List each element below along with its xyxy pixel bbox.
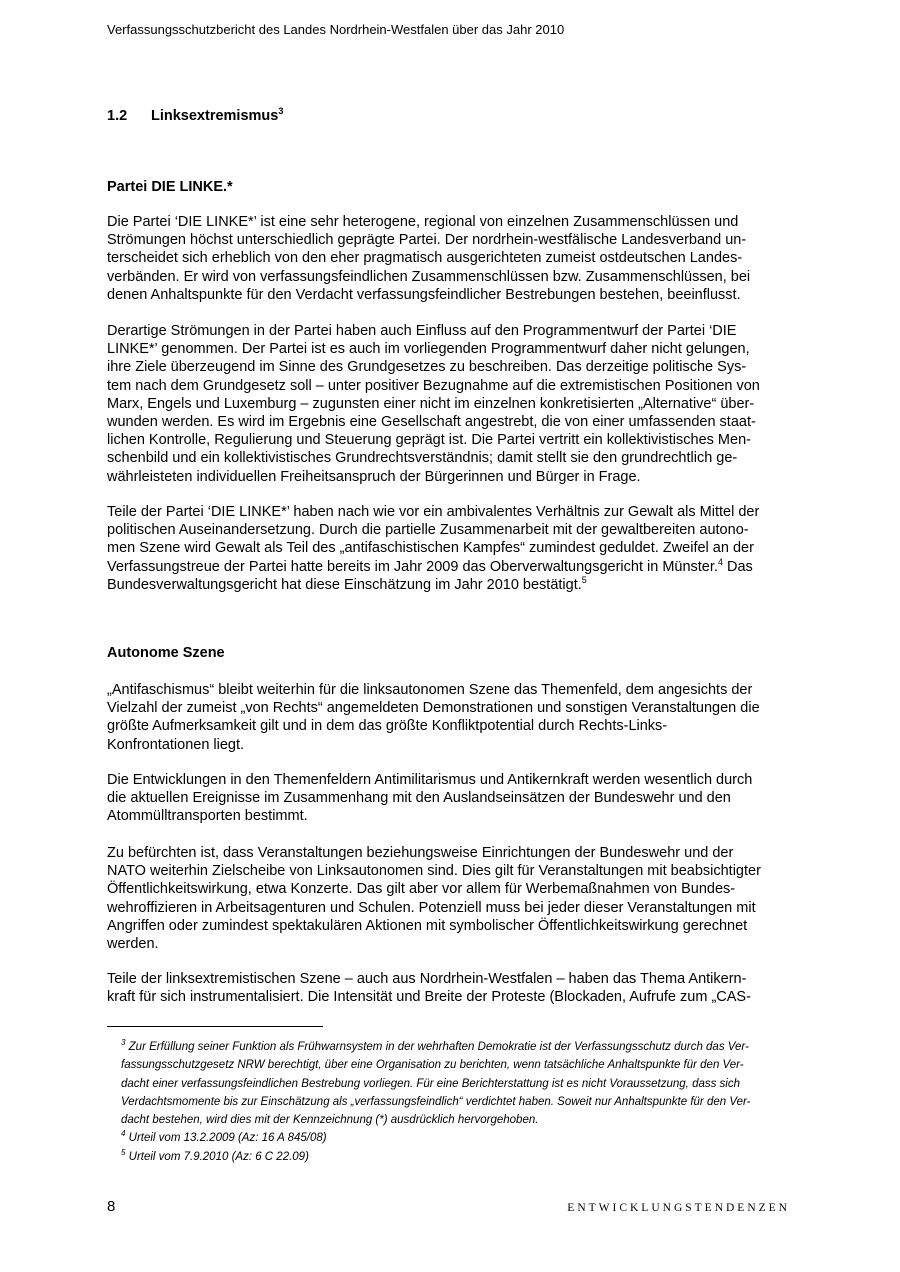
text-line: Atommülltransporten bestimmt. <box>107 808 308 825</box>
text-line <box>107 558 787 576</box>
paragraph <box>107 844 787 953</box>
text-line: kraft für sich instrumentalisiert. Die Intensität und Breite der Proteste (Blockaden, Aufrufe zum „CAS- <box>107 989 751 1006</box>
text-line: größte Aufmerksamkeit gilt und in dem das größte Konfliktpotential durch Rechts-Links- <box>107 718 668 735</box>
footnote-line: Verdachtsmomente bis zur Einschätzung als „verfassungsfeindlich“ verdichtet haben. Soweit nur Anhaltspunkte für den Ver- <box>121 1095 751 1108</box>
section-title: Linksextremismus <box>151 108 279 124</box>
text-line: ihre Ziele überzeugend im Sinne des Grundgesetzes zu beschreiben. Das derzeitige politische Sys- <box>107 359 747 376</box>
paragraph <box>107 970 787 1006</box>
text-line: denen Anhaltspunkte für den Verdacht verfassungsfeindlicher Bestrebungen bestehen, beeinflusst. <box>107 286 741 303</box>
paragraph <box>107 322 787 486</box>
text-line: lichen Kontrolle, Regulierung und Steuerung geprägt ist. Die Partei vertritt ein kollektivistisches Men- <box>107 432 751 449</box>
footnote-line <box>121 1148 791 1166</box>
page-number: 8 <box>107 1198 116 1215</box>
text-line: men Szene wird Gewalt als Teil des „antifaschistischen Kampfes“ zumindest geduldet. Zweifel an der <box>107 540 754 557</box>
subsection-heading: Partei DIE LINKE.* <box>107 179 233 195</box>
text-line: Strömungen höchst unterschiedlich geprägte Partei. Der nordrhein-westfälische Landesverband un- <box>107 232 747 249</box>
chapter-label: ENTWICKLUNGSTENDENZEN <box>567 1202 790 1214</box>
footnote-line: dacht einer verfassungsfeindlichen Bestrebung vorliegen. Für eine Berichterstattung ist es nicht Voraussetzung, dass sich <box>121 1077 741 1090</box>
footnote-ref: 3 <box>278 106 284 117</box>
subsection-heading: Autonome Szene <box>107 645 225 661</box>
text-line: schenbild und ein kollektivistisches Grundrechtsverständnis; damit stellt sie den grundrechtlich ge- <box>107 450 738 467</box>
text-segment: Bundesverwaltungsgericht hat diese Einschätzung im Jahr 2010 bestätigt. <box>107 576 582 593</box>
paragraph <box>107 213 787 304</box>
text-line: Teile der linksextremistischen Szene – auch aus Nordrhein-Westfalen – haben das Thema Antikern- <box>107 971 747 987</box>
footnote-text: Zur Erfüllung seiner Funktion als Frühwarnsystem in der wehrhaften Demokratie ist der Verfassungsschutz durch das Ver- <box>128 1041 749 1053</box>
text-line: Die Entwicklungen in den Themenfeldern Antimilitarismus und Antikernkraft werden wesentlich durch <box>107 772 753 788</box>
running-header: Verfassungsschutzbericht des Landes Nordrhein-Westfalen über das Jahr 2010 <box>107 22 565 37</box>
text-segment: Das <box>722 558 753 575</box>
text-line: Angriffen oder zumindest spektakulären Aktionen mit symbolischer Öffentlichkeitswirkung gerechnet <box>107 917 748 934</box>
text-line: NATO weiterhin Zielscheibe von Linksautonomen sind. Dies gilt für Veranstaltungen mit beabsichtigter <box>107 863 761 880</box>
footnote-divider <box>107 1026 323 1027</box>
text-line: Vielzahl der zumeist „von Rechts“ angemeldeten Demonstrationen und sonstigen Veranstaltungen die <box>107 700 760 717</box>
footnotes <box>121 1038 791 1166</box>
text-line: Teile der Partei ‘DIE LINKE*’ haben nach wie vor ein ambivalentes Verhältnis zur Gewalt als Mittel der <box>107 504 760 520</box>
footnote-ref: 4 <box>717 556 723 567</box>
footnote-text: Urteil vom 7.9.2010 (Az: 6 C 22.09) <box>128 1150 309 1163</box>
text-line: Konfrontationen liegt. <box>107 736 245 753</box>
footnote-number: 4 <box>121 1129 126 1139</box>
paragraph <box>107 681 787 754</box>
text-line: verbänden. Er wird von verfassungsfeindlichen Zusammenschlüssen bzw. Zusammenschlüssen, bei <box>107 268 751 285</box>
paragraph <box>107 503 787 594</box>
footnote-line <box>121 1129 791 1147</box>
text-line: terscheidet sich erheblich von den eher pragmatisch ausgerichteten zumeist ostdeutschen Landes- <box>107 250 743 267</box>
text-line: werden. <box>107 936 159 953</box>
text-line: LINKE*’ genommen. Der Partei ist es auch im vorliegenden Programmentwurf daher nicht gelungen, <box>107 341 750 358</box>
text-line: „Antifaschismus“ bleibt weiterhin für die linksautonomen Szene das Themenfeld, dem angesichts der <box>107 682 753 698</box>
text-segment: Verfassungstreue der Partei hatte bereits im Jahr 2009 das Oberverwaltungsgericht in Münster. <box>107 558 718 575</box>
paragraph <box>107 771 787 826</box>
text-line: die aktuellen Ereignisse im Zusammenhang mit den Auslandseinsätzen der Bundeswehr und den <box>107 790 731 807</box>
text-line: Derartige Strömungen in der Partei haben auch Einfluss auf den Programmentwurf der Partei ‘DIE <box>107 323 737 339</box>
text-line: währleisteten individuellen Freiheitsanspruch der Bürgerinnen und Bürger in Frage. <box>107 468 641 485</box>
text-line: politischen Auseinandersetzung. Durch die partielle Zusammenarbeit mit der gewaltbereiten autono- <box>107 522 749 539</box>
footnote-ref: 5 <box>581 574 587 585</box>
footnote-line: dacht bestehen, wird dies mit der Kennzeichnung (*) ausdrücklich hervorgehoben. <box>121 1114 539 1127</box>
section-heading <box>107 108 283 124</box>
footnote-number: 5 <box>121 1147 126 1157</box>
footnote-line: fassungsschutzgesetz NRW berechtigt, über eine Organisation zu berichten, wenn tatsächliche Anhaltspunkte für den Ver- <box>121 1059 744 1072</box>
text-line: wehroffizieren in Arbeitsagenturen und Schulen. Potenziell muss bei jeder dieser Veranstaltungen mit <box>107 899 756 916</box>
text-line: wunden werden. Es wird im Ergebnis eine Gesellschaft angestrebt, die von einer umfassenden staat- <box>107 414 756 431</box>
footnote-text: Urteil vom 13.2.2009 (Az: 16 A 845/08) <box>128 1132 327 1145</box>
text-line: Öffentlichkeitswirkung, etwa Konzerte. Das gilt aber vor allem für Werbemaßnahmen von Bundes- <box>107 881 736 898</box>
text-line: tem nach dem Grundgesetz soll – unter positiver Bezugnahme auf die extremistischen Positionen von <box>107 377 760 394</box>
section-number: 1.2 <box>107 108 128 124</box>
text-line: Marx, Engels und Luxemburg – zugunsten einer nicht im einzelnen konkretisierten „Alternative“ über- <box>107 395 755 412</box>
text-line: Die Partei ‘DIE LINKE*’ ist eine sehr heterogene, regional von einzelnen Zusammenschlüssen und <box>107 214 739 230</box>
text-line <box>107 576 787 594</box>
footnote-line <box>121 1038 791 1056</box>
footnote-number: 3 <box>121 1038 126 1048</box>
text-line: Zu befürchten ist, dass Veranstaltungen beziehungsweise Einrichtungen der Bundeswehr und der <box>107 845 734 861</box>
